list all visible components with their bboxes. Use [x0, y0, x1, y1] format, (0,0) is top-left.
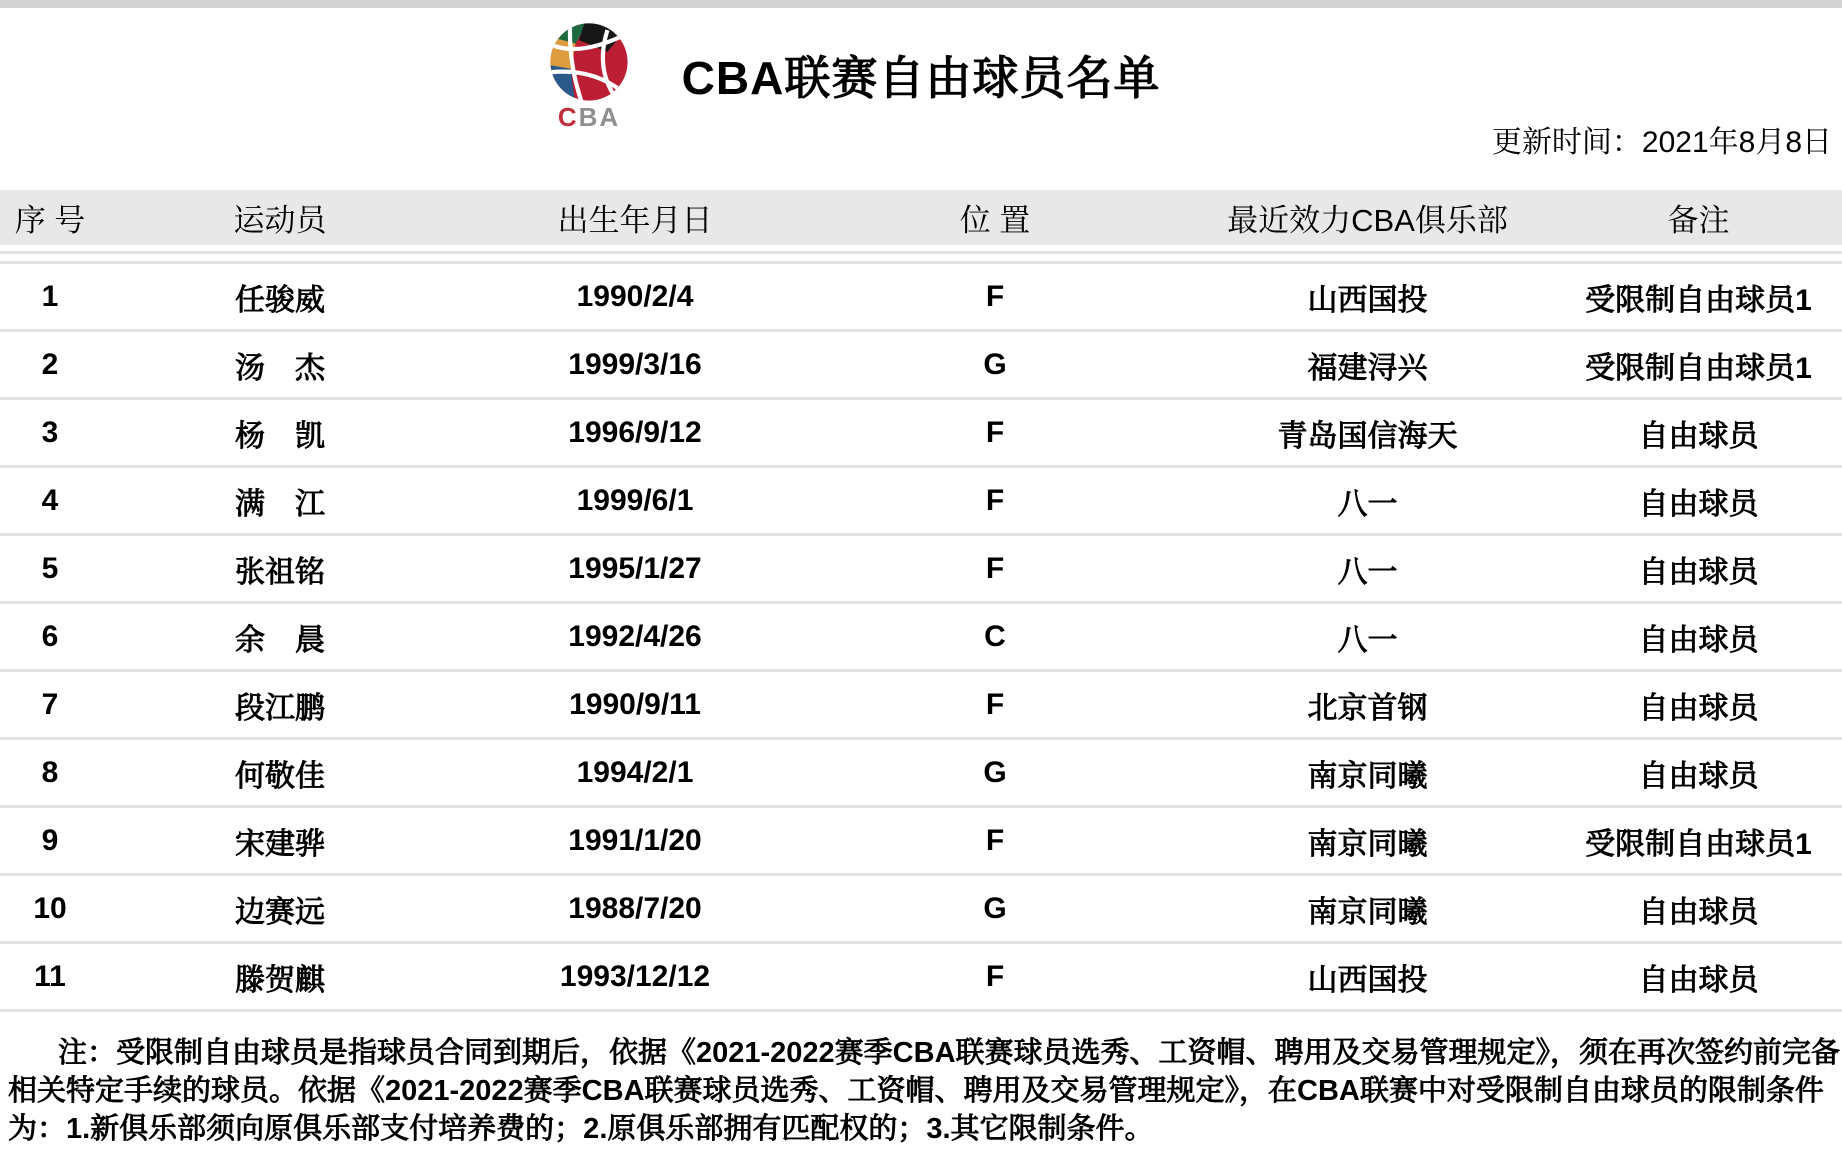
table-row [0, 604, 1842, 672]
cell-pos: F [985, 687, 1005, 721]
column-header-2: 出生年月日 [557, 203, 713, 238]
table-row [0, 264, 1842, 332]
cell-name: 宋建骅 [235, 827, 325, 861]
cell-club: 南京同曦 [1307, 895, 1428, 929]
cell-name: 杨 凯 [235, 419, 325, 453]
column-header-4: 最近效力CBA俱乐部 [1227, 203, 1508, 238]
cell-dob: 1995/1/27 [568, 551, 702, 585]
cell-note: 自由球员 [1638, 419, 1759, 453]
table-row [0, 332, 1842, 400]
cell-no: 2 [41, 347, 59, 381]
cell-dob: 1990/9/11 [569, 687, 701, 721]
cell-club: 青岛国信海天 [1277, 419, 1458, 453]
table-row [0, 808, 1842, 876]
cell-club: 北京首钢 [1307, 691, 1428, 725]
cell-club: 福建浔兴 [1307, 351, 1428, 385]
cell-dob: 1999/3/16 [568, 347, 702, 381]
cell-dob: 1992/4/26 [568, 619, 702, 653]
cell-note: 自由球员 [1638, 691, 1759, 725]
cell-no: 4 [41, 483, 59, 517]
column-header-3: 位 置 [959, 203, 1031, 238]
cell-name: 余 晨 [235, 623, 325, 657]
cell-name: 张祖铭 [235, 555, 325, 589]
table-header-row [0, 190, 1842, 245]
footnote-line-2: 相关特定手续的球员。依据《2021-2022赛季CBA联赛球员选秀、工资帽、聘用及交易管理规定》，在CBA联赛中对受限制自由球员的限制条件 [8, 1075, 1824, 1107]
cell-pos: C [984, 619, 1006, 653]
cell-note: 受限制自由球员1 [1585, 283, 1812, 317]
cell-note: 自由球员 [1638, 963, 1759, 997]
column-header-0: 序 号 [14, 203, 86, 238]
cell-pos: F [985, 551, 1005, 585]
cell-note: 自由球员 [1638, 555, 1759, 589]
table-row [0, 400, 1842, 468]
cell-name: 任骏威 [235, 283, 325, 317]
cell-dob: 1993/12/12 [559, 959, 711, 993]
column-header-5: 备注 [1667, 203, 1730, 238]
cell-pos: F [985, 279, 1005, 313]
cell-club: 山西国投 [1307, 283, 1428, 317]
cell-pos: F [985, 483, 1005, 517]
cell-club: 南京同曦 [1307, 827, 1428, 861]
cell-club: 南京同曦 [1307, 759, 1428, 793]
cell-dob: 1999/6/1 [576, 483, 694, 517]
table-row [0, 672, 1842, 740]
cell-pos: G [983, 347, 1007, 381]
cell-pos: F [985, 959, 1005, 993]
cell-no: 10 [33, 891, 67, 925]
table-row [0, 876, 1842, 944]
cell-note: 自由球员 [1638, 895, 1759, 929]
cell-name: 何敬佳 [235, 759, 325, 793]
footnote-line-1: 注：受限制自由球员是指球员合同到期后，依据《2021-2022赛季CBA联赛球员选秀、工资帽、聘用及交易管理规定》，须在再次签约前完备 [58, 1037, 1841, 1069]
cba-logo-wordmark: CBA [557, 102, 621, 132]
cell-note: 自由球员 [1638, 759, 1759, 793]
column-header-1: 运动员 [233, 203, 327, 238]
cell-name: 汤 杰 [235, 351, 325, 385]
cell-dob: 1988/7/20 [568, 891, 702, 925]
cell-no: 9 [41, 823, 59, 857]
cell-club: 八一 [1337, 487, 1398, 521]
footnote [0, 1034, 1842, 1148]
cell-no: 6 [41, 619, 59, 653]
cell-club: 山西国投 [1307, 963, 1428, 997]
table-row [0, 740, 1842, 808]
cell-name: 滕贺麒 [235, 963, 325, 997]
cell-name: 边赛远 [235, 895, 325, 929]
cell-dob: 1994/2/1 [576, 755, 694, 789]
cell-no: 7 [41, 687, 59, 721]
cell-pos: G [983, 755, 1007, 789]
table-row [0, 944, 1842, 1012]
page-header [0, 8, 1842, 132]
cell-note: 自由球员 [1638, 623, 1759, 657]
header-separator-top [0, 251, 1842, 254]
table-row [0, 468, 1842, 536]
cell-pos: F [985, 415, 1005, 449]
cell-pos: F [985, 823, 1005, 857]
cell-note: 自由球员 [1638, 487, 1759, 521]
cell-pos: G [983, 891, 1007, 925]
cell-club: 八一 [1337, 623, 1398, 657]
update-time: 更新时间：2021年8月8日 [1491, 126, 1832, 159]
footnote-line-3: 为：1.新俱乐部须向原俱乐部支付培养费的；2.原俱乐部拥有匹配权的；3.其它限制条件。 [8, 1113, 1154, 1145]
cell-dob: 1991/1/20 [568, 823, 702, 857]
cell-no: 11 [34, 959, 66, 993]
cell-dob: 1996/9/12 [568, 415, 702, 449]
page-title: CBA联赛自由球员名单 [681, 52, 1161, 104]
cell-name: 段江鹏 [235, 691, 325, 725]
cell-no: 8 [41, 755, 59, 789]
top-divider [0, 0, 1842, 8]
cell-note: 受限制自由球员1 [1585, 351, 1812, 385]
cell-no: 5 [41, 551, 59, 585]
cell-no: 3 [41, 415, 59, 449]
cell-dob: 1990/2/4 [576, 279, 694, 313]
table-row [0, 536, 1842, 604]
table-body [0, 264, 1842, 1012]
cell-club: 八一 [1337, 555, 1398, 589]
cell-name: 满 江 [235, 487, 325, 521]
cell-note: 受限制自由球员1 [1585, 827, 1812, 861]
cell-no: 1 [41, 279, 59, 313]
players-table [0, 190, 1842, 1012]
